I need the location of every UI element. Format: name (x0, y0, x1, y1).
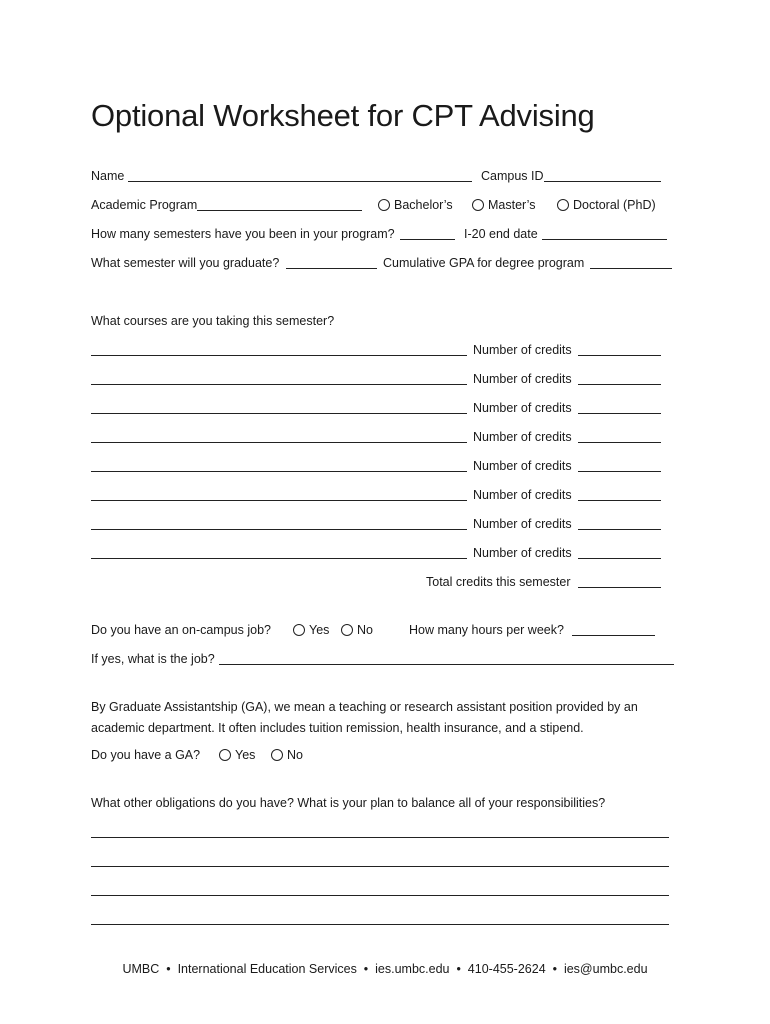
campus-id-field[interactable] (544, 181, 661, 182)
job-yes-radio[interactable] (293, 624, 305, 636)
number-of-credits-field[interactable] (578, 558, 661, 559)
footer-separator: • (363, 962, 369, 976)
what-job-label: If yes, what is the job? (91, 652, 215, 666)
number-of-credits-label: Number of credits (473, 372, 572, 386)
masters-radio[interactable] (472, 199, 484, 211)
name-label: Name (91, 169, 125, 183)
footer (0, 961, 770, 977)
on-campus-job-question: Do you have an on-campus job? (91, 623, 271, 637)
footer-website[interactable]: ies.umbc.edu (375, 962, 450, 976)
name-field[interactable] (128, 181, 472, 182)
doctoral-radio[interactable] (557, 199, 569, 211)
obligations-line[interactable] (91, 895, 669, 896)
number-of-credits-label: Number of credits (473, 430, 572, 444)
course-name-field[interactable] (91, 355, 467, 356)
number-of-credits-label: Number of credits (473, 401, 572, 415)
footer-phone: 410-455-2624 (467, 962, 546, 976)
course-name-field[interactable] (91, 442, 467, 443)
course-name-field[interactable] (91, 500, 467, 501)
ga-yes-radio[interactable] (219, 749, 231, 761)
hours-field[interactable] (572, 635, 655, 636)
total-credits-field[interactable] (578, 587, 661, 588)
course-name-field[interactable] (91, 471, 467, 472)
footer-office: International Education Services (177, 962, 357, 976)
doctoral-label: Doctoral (PhD) (573, 198, 656, 212)
job-no-label: No (357, 623, 373, 637)
job-yes-label: Yes (309, 623, 330, 637)
total-credits-label: Total credits this semester (426, 575, 571, 589)
obligations-line[interactable] (91, 924, 669, 925)
graduate-field[interactable] (286, 268, 377, 269)
number-of-credits-label: Number of credits (473, 517, 572, 531)
ga-no-label: No (287, 748, 303, 762)
obligations-line[interactable] (91, 837, 669, 838)
course-name-field[interactable] (91, 384, 467, 385)
number-of-credits-field[interactable] (578, 529, 661, 530)
ga-no-radio[interactable] (271, 749, 283, 761)
bachelors-label: Bachelor’s (394, 198, 453, 212)
gpa-label: Cumulative GPA for degree program (383, 256, 585, 270)
ga-yes-label: Yes (235, 748, 256, 762)
graduate-question: What semester will you graduate? (91, 256, 280, 270)
bachelors-radio[interactable] (378, 199, 390, 211)
courses-question: What courses are you taking this semester? (91, 314, 335, 328)
page-title: Optional Worksheet for CPT Advising (91, 98, 595, 133)
semesters-field[interactable] (400, 239, 455, 240)
number-of-credits-field[interactable] (578, 355, 661, 356)
i20-end-field[interactable] (542, 239, 667, 240)
number-of-credits-field[interactable] (578, 384, 661, 385)
academic-program-field[interactable] (197, 210, 362, 211)
number-of-credits-field[interactable] (578, 471, 661, 472)
job-no-radio[interactable] (341, 624, 353, 636)
footer-org: UMBC (122, 962, 160, 976)
obligations-line[interactable] (91, 866, 669, 867)
number-of-credits-field[interactable] (578, 500, 661, 501)
semesters-question: How many semesters have you been in your program? (91, 227, 395, 241)
masters-label: Master’s (488, 198, 536, 212)
number-of-credits-field[interactable] (578, 413, 661, 414)
what-job-field[interactable] (219, 664, 674, 665)
number-of-credits-label: Number of credits (473, 343, 572, 357)
course-name-field[interactable] (91, 558, 467, 559)
i20-end-label: I-20 end date (464, 227, 538, 241)
number-of-credits-label: Number of credits (473, 546, 572, 560)
campus-id-label: Campus ID (481, 169, 544, 183)
number-of-credits-label: Number of credits (473, 459, 572, 473)
obligations-question: What other obligations do you have? What is your plan to balance all of your responsibilities? (91, 796, 606, 810)
number-of-credits-label: Number of credits (473, 488, 572, 502)
footer-separator: • (456, 962, 461, 976)
footer-email[interactable]: ies@umbc.edu (563, 962, 648, 976)
course-name-field[interactable] (91, 413, 467, 414)
ga-definition: By Graduate Assistantship (GA), we mean a teaching or research assistant position provided by an academic department. It often includes tuition remission, health insurance, and a stipend. (91, 700, 638, 735)
hours-question: How many hours per week? (409, 623, 564, 637)
course-name-field[interactable] (91, 529, 467, 530)
academic-program-label: Academic Program (91, 198, 198, 212)
number-of-credits-field[interactable] (578, 442, 661, 443)
footer-separator: • (552, 962, 557, 976)
footer-separator: • (166, 962, 171, 976)
ga-question: Do you have a GA? (91, 748, 201, 762)
gpa-field[interactable] (590, 268, 672, 269)
